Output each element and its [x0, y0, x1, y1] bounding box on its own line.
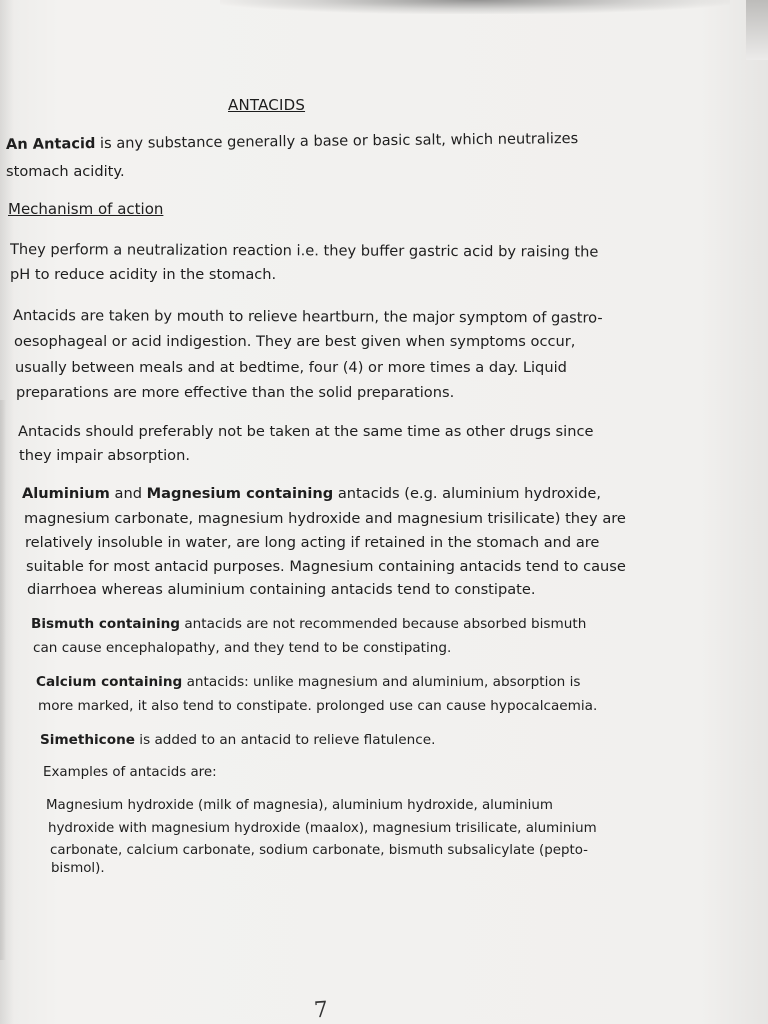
- paragraph-line: [36, 671, 580, 694]
- paragraph-line: pH to reduce acidity in the stomach.: [10, 266, 277, 283]
- text-span: antacids: unlike magnesium and aluminium, absorption is: [182, 674, 581, 690]
- definition-text: is any substance generally a base or basic salt, which neutralizes: [95, 130, 579, 153]
- paragraph-line: suitable for most antacid purposes. Magnesium containing antacids tend to cause: [26, 558, 626, 575]
- text-span: antacids are not recommended because absorbed bismuth: [180, 616, 587, 632]
- paragraph-line: can cause encephalopathy, and they tend to be constipating.: [33, 640, 452, 656]
- paragraph-line: oesophageal or acid indigestion. They are best given when symptoms occur,: [14, 333, 576, 350]
- page-number: 7: [313, 997, 329, 1024]
- page-left-edge: [0, 400, 6, 960]
- paragraph-line: Examples of antacids are:: [43, 765, 217, 780]
- paragraph-line: usually between meals and at bedtime, four (4) or more times a day. Liquid: [15, 359, 567, 376]
- paragraph-line: more marked, it also tend to constipate. prolonged use can cause hypocalcaemia.: [38, 698, 598, 714]
- section-heading: Mechanism of action: [8, 200, 164, 218]
- paragraph-line: [40, 729, 435, 752]
- paragraph-line: hydroxide with magnesium hydroxide (maalox), magnesium trisilicate, aluminium: [48, 821, 597, 836]
- page-top-shadow: [220, 0, 730, 14]
- text-span: and: [109, 485, 147, 502]
- paragraph-line: preparations are more effective than the solid preparations.: [16, 384, 455, 401]
- paragraph-line: bismol).: [51, 861, 105, 876]
- definition-line-2: stomach acidity.: [6, 163, 125, 180]
- paragraph-line: Antacids are taken by mouth to relieve heartburn, the major symptom of gastro-: [12, 307, 603, 327]
- paragraph-line: magnesium carbonate, magnesium hydroxide and magnesium trisilicate) they are: [24, 510, 626, 527]
- paragraph-line: Magnesium hydroxide (milk of magnesia), aluminium hydroxide, aluminium: [46, 798, 553, 813]
- text-span: is added to an antacid to relieve flatulence.: [134, 732, 436, 748]
- page-title: ANTACIDS: [228, 96, 306, 114]
- paragraph-line: [31, 613, 586, 636]
- definition-term: An Antacid: [5, 135, 96, 153]
- page-right-edge: [746, 0, 768, 60]
- bold-term: Simethicone: [40, 732, 135, 748]
- text-span: antacids (e.g. aluminium hydroxide,: [333, 485, 601, 502]
- paragraph-line: relatively insoluble in water, are long acting if retained in the stomach and are: [25, 534, 600, 551]
- paragraph-line: They perform a neutralization reaction i.e. they buffer gastric acid by raising the: [9, 241, 599, 261]
- bold-term: Aluminium: [22, 485, 110, 502]
- bold-term: Calcium containing: [36, 674, 183, 690]
- paragraph-line: diarrhoea whereas aluminium containing antacids tend to constipate.: [27, 581, 536, 598]
- bold-term: Bismuth containing: [31, 616, 181, 632]
- paragraph-line: Antacids should preferably not be taken at the same time as other drugs since: [18, 423, 594, 440]
- paragraph-line: they impair absorption.: [19, 447, 190, 464]
- bold-term: Magnesium containing: [146, 485, 334, 502]
- paragraph-line: [22, 482, 601, 506]
- paragraph-line: carbonate, calcium carbonate, sodium carbonate, bismuth subsalicylate (pepto-: [50, 843, 588, 858]
- definition-line-1: [6, 127, 578, 156]
